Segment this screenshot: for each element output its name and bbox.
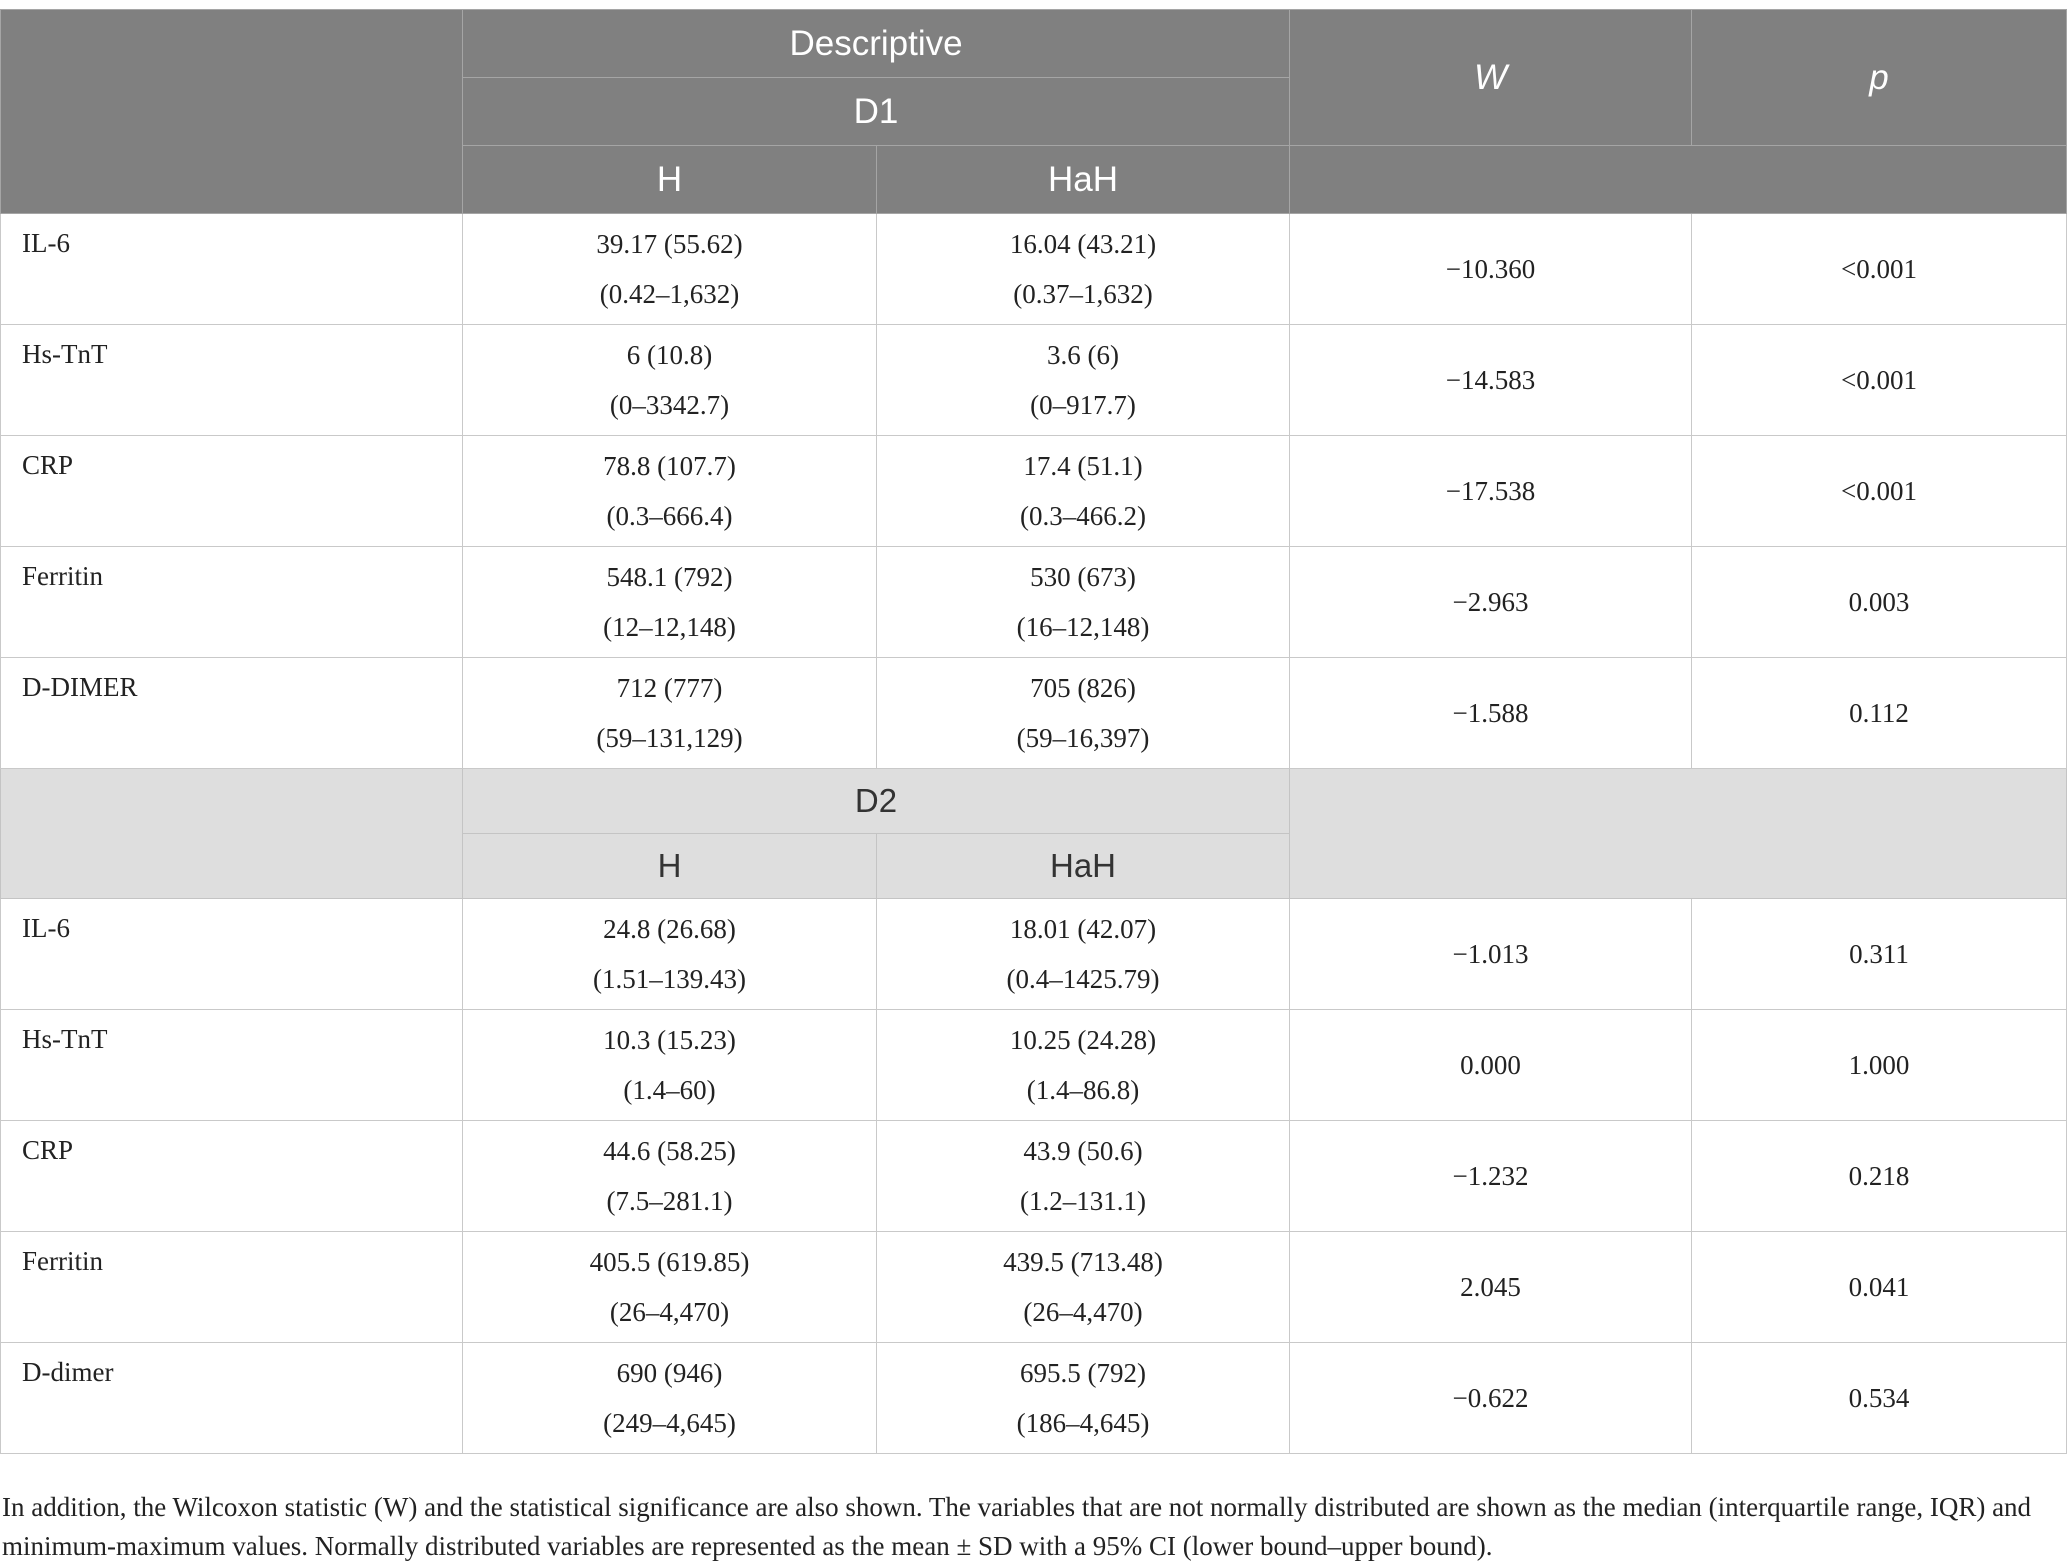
variable-cell: D-DIMER xyxy=(1,658,463,769)
hah-value-cell xyxy=(877,1010,1290,1121)
variable-cell: Hs-TnT xyxy=(1,325,463,436)
h-value-cell xyxy=(463,658,877,769)
w-value-cell: 2.045 xyxy=(1290,1232,1692,1343)
h-median-iqr: 405.5 (619.85) xyxy=(589,1247,750,1277)
w-value-cell: 0.000 xyxy=(1290,1010,1692,1121)
p-value-cell: 0.534 xyxy=(1692,1343,2067,1454)
hah-value-cell xyxy=(877,436,1290,547)
hah-min-max: (26–4,470) xyxy=(1023,1297,1143,1327)
header-p: p xyxy=(1692,10,2067,146)
hah-min-max: (16–12,148) xyxy=(1016,612,1150,642)
h-median-iqr: 44.6 (58.25) xyxy=(603,1136,736,1166)
section-header-row-1 xyxy=(1,769,2067,834)
table-body xyxy=(1,214,2067,1454)
table-row xyxy=(1,658,2067,769)
hah-value-cell xyxy=(877,214,1290,325)
h-value-cell xyxy=(463,214,877,325)
variable-cell: D-dimer xyxy=(1,1343,463,1454)
hah-value-cell xyxy=(877,325,1290,436)
header-blank-cell xyxy=(1,10,463,214)
variable-cell: Hs-TnT xyxy=(1,1010,463,1121)
header-col-h: H xyxy=(463,146,877,214)
w-value-cell: −1.588 xyxy=(1290,658,1692,769)
p-value-cell: 0.112 xyxy=(1692,658,2067,769)
table-row xyxy=(1,899,2067,1010)
hah-min-max: (0.37–1,632) xyxy=(1013,279,1153,309)
hah-min-max: (59–16,397) xyxy=(1016,723,1150,753)
hah-median-iqr: 18.01 (42.07) xyxy=(1009,914,1157,944)
h-median-iqr: 78.8 (107.7) xyxy=(603,451,736,481)
results-table xyxy=(0,9,2067,1454)
section-blank-stats xyxy=(1290,769,2067,899)
w-value-cell: −17.538 xyxy=(1290,436,1692,547)
table-row xyxy=(1,1343,2067,1454)
hah-median-iqr: 439.5 (713.48) xyxy=(1003,1247,1163,1277)
variable-cell: Ferritin xyxy=(1,1232,463,1343)
h-min-max: (12–12,148) xyxy=(603,612,736,642)
hah-median-iqr: 705 (826) xyxy=(1030,673,1136,703)
h-min-max: (59–131,129) xyxy=(596,723,743,753)
hah-value-cell xyxy=(877,658,1290,769)
p-value-cell: 0.218 xyxy=(1692,1121,2067,1232)
hah-value-cell xyxy=(877,1121,1290,1232)
hah-median-iqr: 3.6 (6) xyxy=(1047,340,1119,370)
hah-min-max: (0.4–1425.79) xyxy=(1006,964,1160,994)
header-blank-stats xyxy=(1290,146,2067,214)
p-value-cell: 1.000 xyxy=(1692,1010,2067,1121)
section-blank-cell xyxy=(1,769,463,899)
h-median-iqr: 712 (777) xyxy=(616,673,723,703)
table-row xyxy=(1,547,2067,658)
hah-median-iqr: 695.5 (792) xyxy=(1020,1358,1146,1388)
hah-min-max: (1.4–86.8) xyxy=(1026,1075,1140,1105)
variable-cell: Ferritin xyxy=(1,547,463,658)
hah-median-iqr: 43.9 (50.6) xyxy=(1023,1136,1143,1166)
table-row xyxy=(1,325,2067,436)
h-value-cell xyxy=(463,547,877,658)
h-median-iqr: 39.17 (55.62) xyxy=(596,229,743,259)
hah-min-max: (1.2–131.1) xyxy=(1020,1186,1146,1216)
h-value-cell xyxy=(463,436,877,547)
table-header xyxy=(1,10,2067,214)
w-value-cell: −14.583 xyxy=(1290,325,1692,436)
w-value-cell: −2.963 xyxy=(1290,547,1692,658)
hah-median-iqr: 530 (673) xyxy=(1030,562,1136,592)
h-min-max: (1.51–139.43) xyxy=(593,964,746,994)
hah-median-iqr: 16.04 (43.21) xyxy=(1009,229,1157,259)
hah-value-cell xyxy=(877,1232,1290,1343)
variable-cell: IL-6 xyxy=(1,214,463,325)
header-group-d1: D1 xyxy=(463,78,1290,146)
variable-cell: IL-6 xyxy=(1,899,463,1010)
h-min-max: (0.3–666.4) xyxy=(606,501,733,531)
p-value-cell: <0.001 xyxy=(1692,325,2067,436)
h-min-max: (0–3342.7) xyxy=(609,390,730,420)
section-col-hah: HaH xyxy=(877,834,1290,899)
table-row xyxy=(1,1121,2067,1232)
hah-value-cell xyxy=(877,1343,1290,1454)
h-median-iqr: 24.8 (26.68) xyxy=(603,914,736,944)
p-value-cell: <0.001 xyxy=(1692,436,2067,547)
hah-value-cell xyxy=(877,547,1290,658)
h-min-max: (1.4–60) xyxy=(623,1075,716,1105)
w-value-cell: −0.622 xyxy=(1290,1343,1692,1454)
header-descriptive: Descriptive xyxy=(463,10,1290,78)
h-value-cell xyxy=(463,325,877,436)
h-median-iqr: 690 (946) xyxy=(616,1358,723,1388)
hah-median-iqr: 10.25 (24.28) xyxy=(1009,1025,1157,1055)
header-w: W xyxy=(1290,10,1692,146)
p-value-cell: 0.003 xyxy=(1692,547,2067,658)
h-min-max: (249–4,645) xyxy=(603,1408,736,1438)
section-group-d2: D2 xyxy=(463,769,1290,834)
header-row-1 xyxy=(1,10,2067,78)
h-min-max: (26–4,470) xyxy=(609,1297,730,1327)
h-median-iqr: 10.3 (15.23) xyxy=(603,1025,736,1055)
hah-min-max: (0.3–466.2) xyxy=(1020,501,1146,531)
hah-min-max: (0–917.7) xyxy=(1030,390,1136,420)
table-row xyxy=(1,436,2067,547)
h-value-cell xyxy=(463,1343,877,1454)
h-median-iqr: 548.1 (792) xyxy=(606,562,733,592)
table-footnote: In addition, the Wilcoxon statistic (W) and the statistical significance are also shown. The variables that are not normally distributed are shown as the median (interquartile range, IQR) and minimum-maximum values. Normally distributed variables are represented as the mean ± SD with a 95% CI (lower bound–upper bound). xyxy=(2,1492,2032,1561)
table-row xyxy=(1,1232,2067,1343)
h-min-max: (0.42–1,632) xyxy=(599,279,740,309)
h-min-max: (7.5–281.1) xyxy=(606,1186,733,1216)
w-value-cell: −1.232 xyxy=(1290,1121,1692,1232)
hah-value-cell xyxy=(877,899,1290,1010)
hah-min-max: (186–4,645) xyxy=(1016,1408,1150,1438)
h-value-cell xyxy=(463,899,877,1010)
w-value-cell: −10.360 xyxy=(1290,214,1692,325)
p-value-cell: <0.001 xyxy=(1692,214,2067,325)
p-value-cell: 0.311 xyxy=(1692,899,2067,1010)
w-value-cell: −1.013 xyxy=(1290,899,1692,1010)
h-median-iqr: 6 (10.8) xyxy=(626,340,713,370)
h-value-cell xyxy=(463,1121,877,1232)
variable-cell: CRP xyxy=(1,1121,463,1232)
section-col-h: H xyxy=(463,834,877,899)
table-row xyxy=(1,1010,2067,1121)
h-value-cell xyxy=(463,1010,877,1121)
hah-median-iqr: 17.4 (51.1) xyxy=(1023,451,1143,481)
variable-cell: CRP xyxy=(1,436,463,547)
table-row xyxy=(1,214,2067,325)
header-col-hah: HaH xyxy=(877,146,1290,214)
p-value-cell: 0.041 xyxy=(1692,1232,2067,1343)
h-value-cell xyxy=(463,1232,877,1343)
